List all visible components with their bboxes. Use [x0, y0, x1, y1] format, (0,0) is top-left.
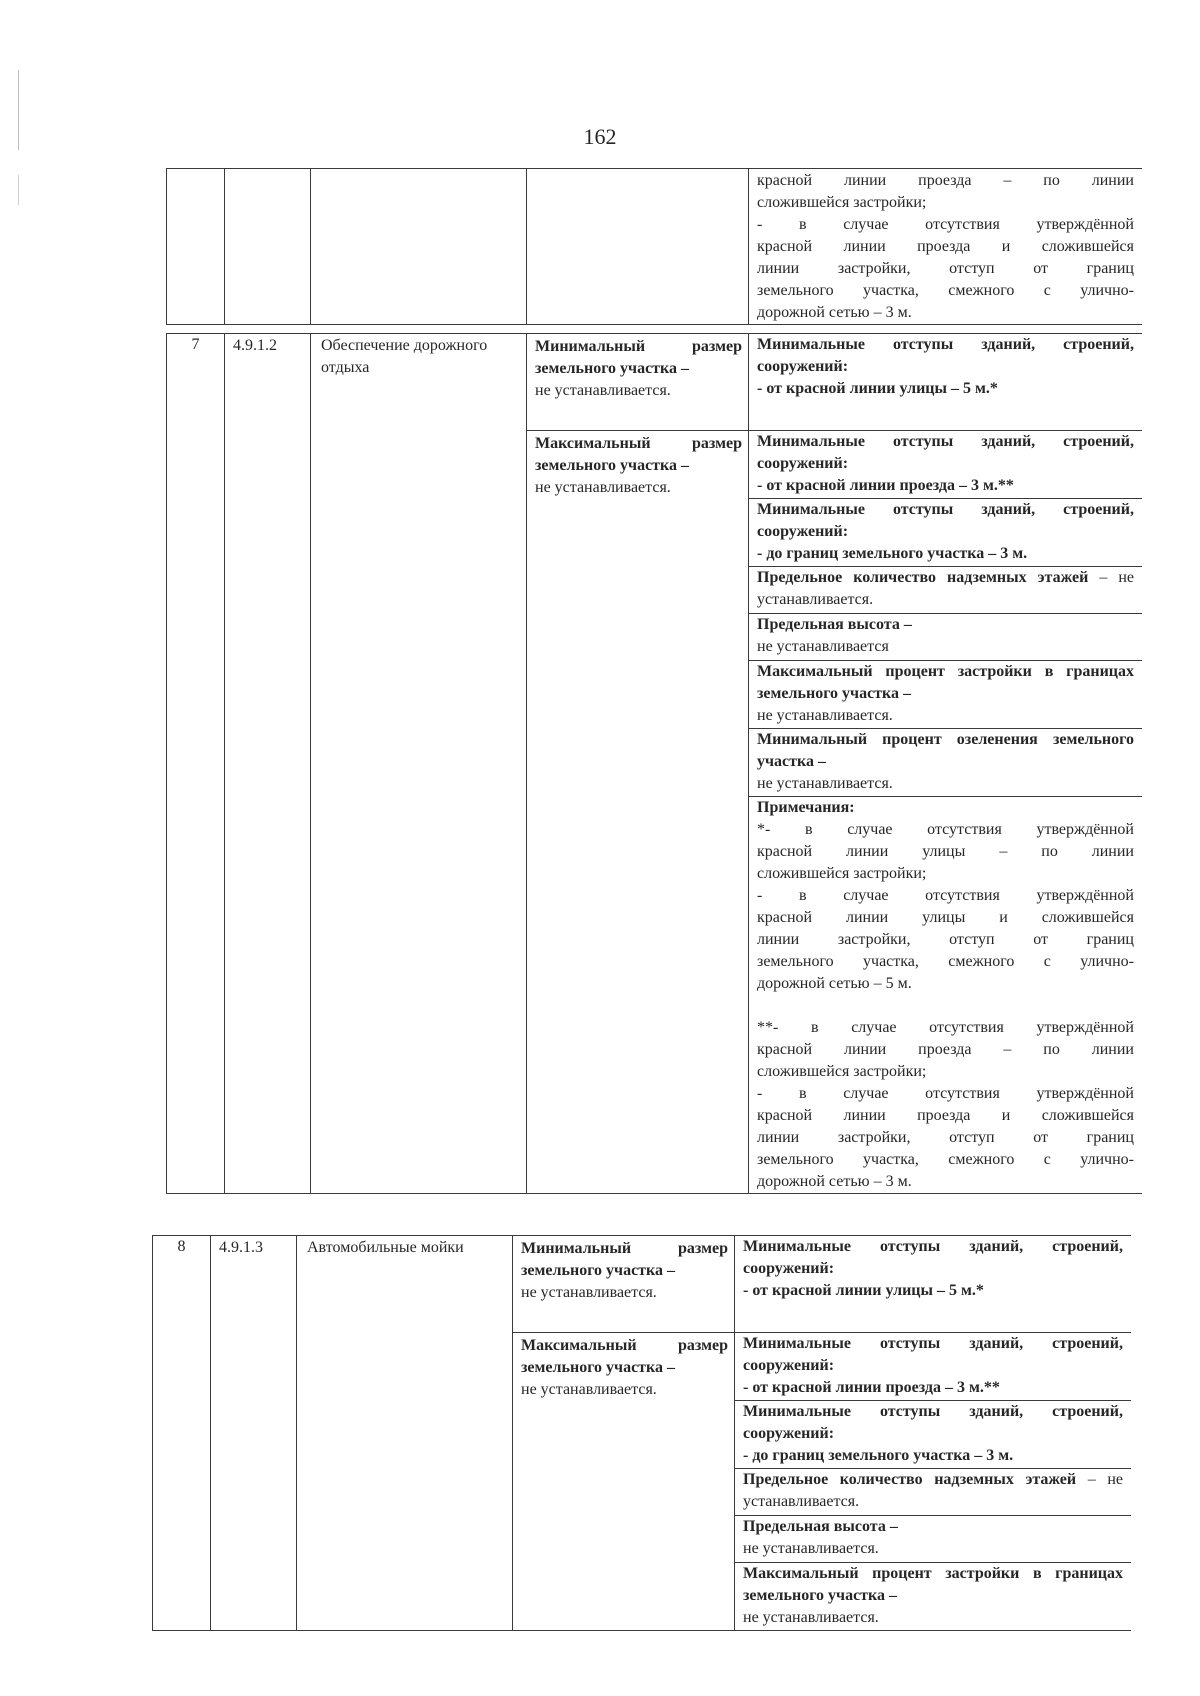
param-max-coverage: Максимальный процент застройки в границах земельного участка – не устанавливается.	[743, 1565, 1123, 1626]
row-number: 7	[167, 334, 225, 1194]
param-height: Предельная высота – не устанавливается.	[735, 1516, 1131, 1563]
param-offset-boundary: Минимальные отступы зданий, строений, сооружений: - до границ земельного участка – 3 м.	[749, 499, 1142, 567]
row-code: 4.9.1.2	[225, 334, 311, 1194]
params-cell	[735, 1236, 1132, 1631]
params-cell	[749, 334, 1143, 1194]
param-offset-passage: Минимальные отступы зданий, строений, сооружений: - от красной линии проезда – 3 м.**	[749, 431, 1142, 499]
table-row	[153, 1236, 1132, 1631]
table-row-8	[152, 1235, 1131, 1631]
cell-code	[225, 169, 311, 325]
page-number: 162	[583, 124, 617, 149]
min-land-size: Минимальный размер земельного участка – не устанавливается.	[527, 334, 748, 431]
cell-size	[527, 169, 749, 325]
row-number: 8	[153, 1236, 211, 1631]
max-land-size: Максимальный размер земельного участка – не устанавливается.	[535, 435, 742, 496]
min-land-size: Минимальный размер земельного участка – не устанавливается.	[513, 1236, 734, 1333]
param-offset-street: Минимальные отступы зданий, строений, сооружений: - от красной линии улицы – 5 м.*	[749, 334, 1142, 431]
param-height: Предельная высота – не устанавливается	[749, 614, 1142, 661]
table-row	[167, 334, 1143, 1194]
param-offset-passage: Минимальные отступы зданий, строений, сооружений: - от красной линии проезда – 3 м.**	[735, 1333, 1131, 1401]
table-row-7	[166, 333, 1142, 1194]
table-row	[167, 169, 1143, 325]
row-code: 4.9.1.3	[211, 1236, 297, 1631]
max-land-size: Максимальный размер земельного участка – не устанавливается.	[521, 1337, 728, 1398]
cell-name	[311, 169, 527, 325]
param-max-coverage: Максимальный процент застройки в границах земельного участка – не устанавливается.	[749, 661, 1142, 729]
land-size-cell	[527, 334, 749, 1194]
cell-params	[749, 169, 1143, 325]
param-floors: Предельное количество надземных этажей – не устанавливается.	[749, 567, 1142, 614]
continued-notes: красной линии проезда – по линии сложившейся застройки; - в случае отсутствия утверждённой красной линии проезда и сложившейся линии застройки, отступ от границ земельного участка, смежного с улично- дорожной сетью – 3 м.	[757, 172, 1134, 321]
param-floors: Предельное количество надземных этажей – не устанавливается.	[735, 1469, 1131, 1516]
scan-margin-mark	[18, 175, 19, 205]
cell-num	[167, 169, 225, 325]
param-offset-boundary: Минимальные отступы зданий, строений, сооружений: - до границ земельного участка – 3 м.	[735, 1401, 1131, 1469]
param-offset-street: Минимальные отступы зданий, строений, сооружений: - от красной линии улицы – 5 м.*	[735, 1236, 1131, 1333]
notes: Примечания: *- в случае отсутствия утверждённой красной линии улицы – по линии сложившейся застройки; - в случае отсутствия утверждённой красной линии улицы и сложившейся линии застройки, отступ от границ земельного участка, смежного с улично- дорожной сетью – 5 м. **- в случае отсутствия утверждённой красной линии проезда – по линии сложившейся застройки; - в случае отсутствия утверждённой красной линии проезда и сложившейся линии застройки, отступ от границ земельного участка, смежного с улично- дорожной сетью – 3 м.	[757, 799, 1134, 1190]
table-continuation	[166, 168, 1142, 325]
param-min-greening: Минимальный процент озеленения земельного участка – не устанавливается.	[749, 729, 1142, 797]
land-size-cell	[513, 1236, 735, 1631]
row-name: Обеспечение дорожного отдыха	[311, 334, 527, 1194]
row-name: Автомобильные мойки	[297, 1236, 513, 1631]
